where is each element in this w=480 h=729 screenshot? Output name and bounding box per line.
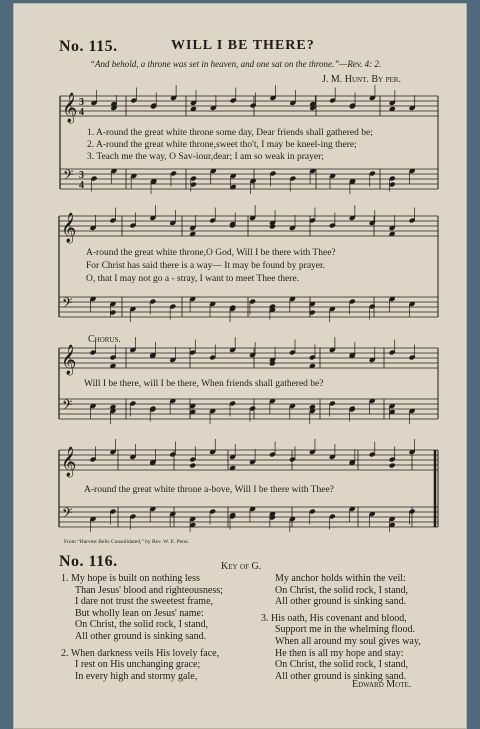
note-head [189,463,196,469]
bass-clef-icon: 𝄢 [62,295,73,314]
treble-clef-icon: 𝄞 [62,93,78,123]
lyric-line: Will I be there, will I be there, When friends shall gathered be? [84,379,324,389]
lyric-line: 2. A-round the great white throne,sweet tho't, I may be kneel-ing there; [87,140,357,150]
treble-clef-icon: 𝄞 [61,447,77,477]
verse-line: All other ground is sinking sand. [275,596,407,608]
verse-line: Than Jesus' blood and righteousness; [75,584,223,596]
verse-line: When all around my soul gives way, [275,635,421,647]
time-signature: 3 [79,97,84,108]
key-signature-label: Key of G. [221,561,262,572]
chorus-label: Chorus. [88,334,121,345]
hymnal-page [14,4,466,728]
verse-line: On Christ, the solid rock, I stand, [275,659,409,671]
bass-clef-icon: 𝄢 [63,167,74,186]
verse-line: My anchor holds within the veil: [275,573,406,584]
bass-clef-icon: 𝄢 [62,505,73,524]
bass-clef-icon: 𝄢 [62,397,73,416]
time-signature: 3 [79,170,84,181]
verse-line: On Christ, the solid rock, I stand, [75,619,209,631]
verse-line: But wholly lean on Jesus' name: [75,607,204,619]
verse-line: He then is all my hope and stay: [275,647,404,659]
time-signature: 4 [79,107,84,118]
lyric-line: For Christ has said there is a way— It may be found by prayer. [86,261,326,271]
scripture-reference: “And behold, a throne was set in heaven, and one sat on the throne.”—Rev. 4: 2. [90,59,382,69]
lyric-line: 3. Teach me the way, O Sav-iour,dear; I am so weak in prayer; [87,152,324,162]
composer-credit: J. M. Hunt. By per. [322,74,401,85]
verse-line: On Christ, the solid rock, I stand, [275,584,409,596]
verse-line: Support me in the whelming flood. [275,624,415,636]
author-credit: Edward Mote. [352,679,412,690]
note-head [389,463,396,469]
verse-line: 3. His oath, His covenant and blood, [261,612,407,624]
verse-line: In every high and stormy gale, [75,670,198,682]
verses-right-column [261,573,421,682]
verse-line: I rest on His unchanging grace; [75,659,201,671]
verse-line: 1. My hope is built on nothing less [61,573,200,584]
hymn-title: WILL I BE THERE? [171,38,315,53]
verse-line: 2. When darkness veils His lovely face, [61,647,220,659]
hymn-number-115: No. 115. [59,38,118,55]
lyric-line: 1. A-round the great white throne some day, Dear friends shall gathered be; [87,128,373,138]
time-signature: 4 [79,180,84,191]
verses-left-column [61,573,223,682]
lyric-line: A-round the great white throne a-bove, Will I be there with Thee? [84,485,334,495]
treble-clef-icon: 𝄞 [61,213,77,243]
lyric-line: O, that I may not go a - stray, I want to meet Thee there. [86,274,300,284]
lyric-line: A-round the great white throne,O God, Will I be there with Thee? [86,248,336,258]
hymn-number-116: No. 116. [59,553,118,570]
verse-line: All other ground is sinking sand. [75,630,207,642]
source-credit: From “Harvest Bells Consolidated,” by Rev. W. E. Penn. [64,539,190,545]
verse-line: All other ground is sinking sand. [275,670,407,682]
treble-clef-icon: 𝄞 [61,345,77,375]
verse-line: I dare not trust the sweetest frame, [75,596,214,608]
